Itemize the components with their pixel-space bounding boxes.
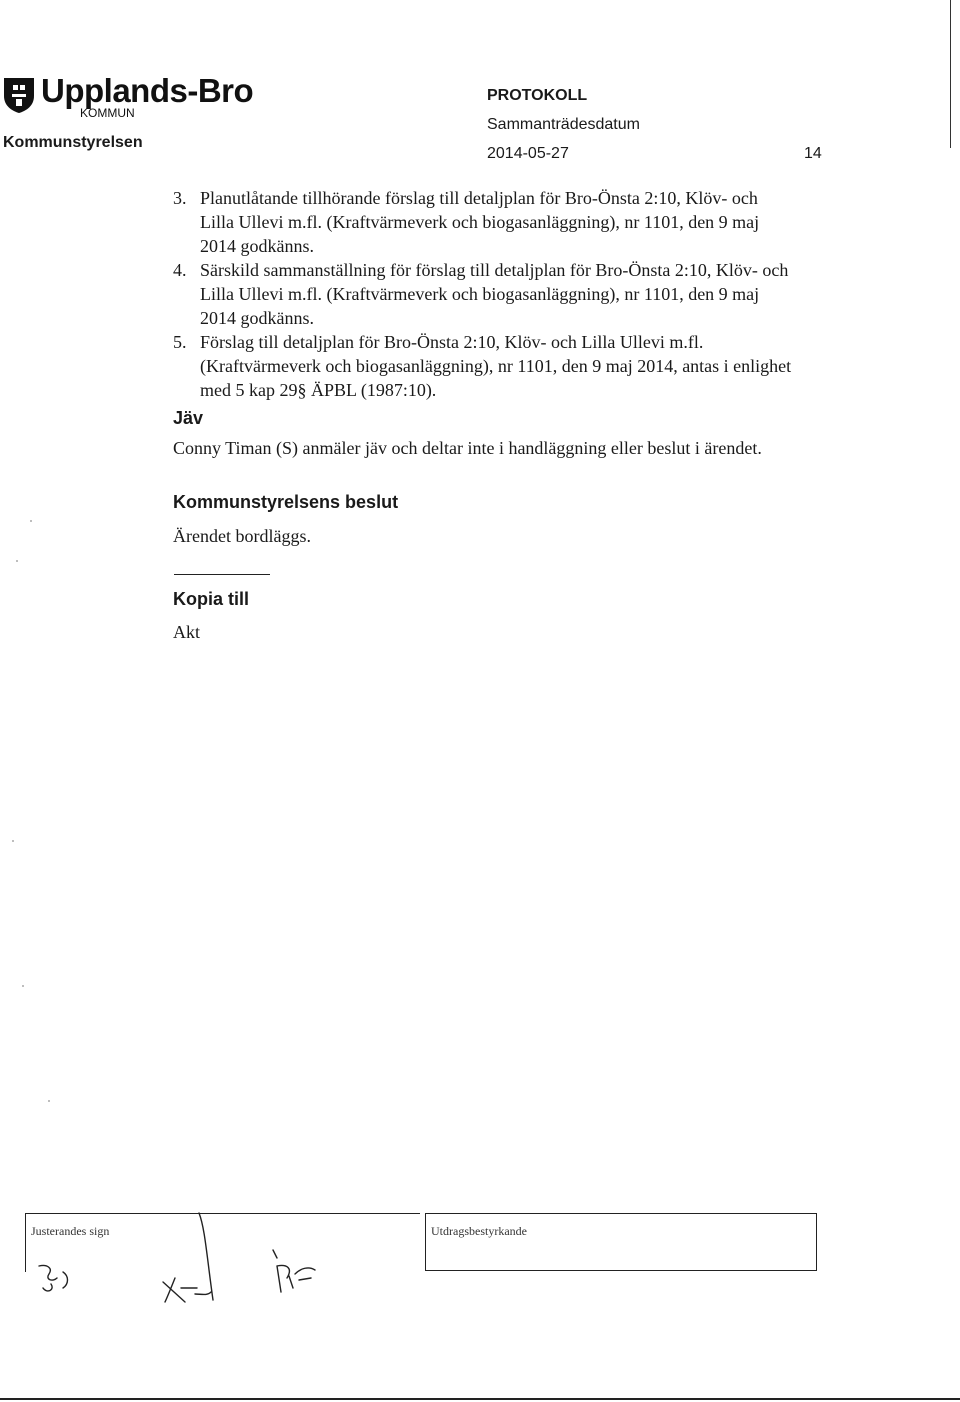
- list-item-number: 4.: [173, 260, 187, 280]
- page-number: 14: [804, 145, 822, 162]
- section-heading-decision: Kommunstyrelsens beslut: [173, 492, 399, 512]
- divider: [174, 574, 270, 575]
- list-item-text: Särskild sammanställning för förslag till detaljplan för Bro-Önsta 2:10, Klöv- och Lilla Ullevi m.fl. (Kraftvärmeverk och biogasanläggning), nr 1101, den 9 maj 2014 godkänns.: [200, 260, 789, 328]
- logo-name: Upplands-Bro: [41, 72, 254, 109]
- list-item-number: 5.: [173, 332, 187, 352]
- signature-label: Justerandes sign: [31, 1224, 110, 1238]
- page-bottom-rule: [0, 1398, 960, 1400]
- scan-speck: [12, 840, 14, 842]
- scan-speck: [48, 1100, 50, 1102]
- margin-line: [950, 0, 951, 148]
- extract-box: [425, 1213, 817, 1271]
- jav-text: Conny Timan (S) anmäler jäv och deltar inte i handläggning eller beslut i ärendet.: [173, 438, 762, 458]
- list-item-text: Förslag till detaljplan för Bro-Önsta 2:10, Klöv- och Lilla Ullevi m.fl. (Kraftvärmeverk och biogasanläggning), nr 1101, den 9 maj 2014, antas i enlighet med 5 kap 29§ ÄPBL (1987:10).: [200, 332, 792, 400]
- scan-speck: [16, 560, 18, 562]
- copy-text: Akt: [173, 622, 200, 642]
- list-item: [173, 258, 793, 330]
- scan-speck: [22, 985, 24, 987]
- list-item: [173, 330, 793, 402]
- section-heading-copy: Kopia till: [173, 589, 249, 609]
- coat-of-arms-icon: [2, 76, 36, 114]
- department: Kommunstyrelsen: [3, 134, 143, 151]
- handwritten-signatures: [25, 1208, 415, 1313]
- section-heading-jav: Jäv: [173, 408, 204, 428]
- extract-label: Utdragsbestyrkande: [431, 1224, 527, 1238]
- meeting-date: 2014-05-27: [487, 145, 569, 162]
- list-item-number: 3.: [173, 188, 187, 208]
- scan-speck: [30, 520, 32, 522]
- document-type: PROTOKOLL: [487, 87, 588, 104]
- list-item: [173, 186, 793, 258]
- decision-text: Ärendet bordläggs.: [173, 526, 311, 546]
- logo-subtitle: KOMMUN: [80, 106, 135, 120]
- list-item-text: Planutlåtande tillhörande förslag till detaljplan för Bro-Önsta 2:10, Klöv- och Lilla Ullevi m.fl. (Kraftvärmeverk och biogasanläggning), nr 1101, den 9 maj 2014 godkänns.: [200, 188, 760, 256]
- date-label: Sammanträdesdatum: [487, 116, 640, 133]
